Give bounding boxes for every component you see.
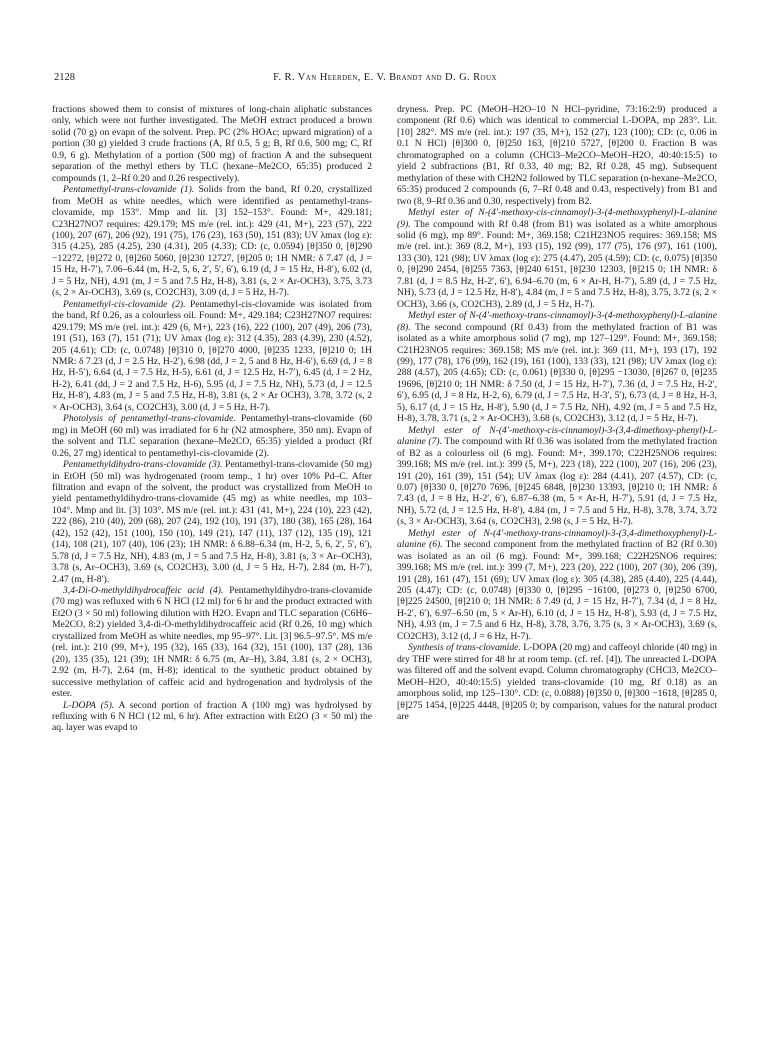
section-heading: Pentamethyl-cis-clovamide (2). [63, 298, 186, 310]
page-header [54, 72, 716, 86]
paragraph-text: The second component from the methylated fraction of B2 (Rf 0.30) was isolated as an oil (6 mg). Found: M+, 399.168; C22H25NO6 requires: 399.168; MS m/e (rel. int.): 399 (7, M+), 223 (20), 222 (100), 207 (30), 206 (39), 191 (28), 161 (47), 151 (69); UV λmax (log ε): 305 (4.38), 285 (4.40), 225 (4.44), 205 (4.47); CD: (c, 0.0748) [θ]330 0, [θ]295 −16100, [θ]273 0, [θ]250 6700, [θ]225 24500, [θ]210 0; 1H NMR: δ 7.49 (d, J = 15 Hz, H-7′), 7.34 (d, J = 8 Hz, H-2′, 6′), 6.97–6.50 (m, 5 × Ar-H), 6.10 (d, J = 15 Hz, H-8′), 5.93 (d, J = 7.5 Hz, NH), 4.93 (m, J = 7.5 and 6 Hz, H-8), 3.78, 3.76, 3.75 (s, 3 × Ar-OCH3), 3.69 (s, CO2CH3), 3.12 (d, J = 6 Hz, H-7). [397, 539, 717, 642]
paragraph-text: dryness. Prep. PC (MeOH–H2O–10 N HCl–pyridine, 73:16:2:9) produced a component (Rf 0.6) which was identical to commercial L-DOPA, mp 283°. Lit. [10] 282°. MS m/e (rel. int.): 197 (35, M+), 152 (27), 123 (100); CD: (c, 0.06 in 0.1 N HCl) [θ]300 0, [θ]250 163, [θ]210 5727, [θ]200 0. Fraction B was chromatographed on a column (CHCl3–Me2CO–MeOH–H2O, 40:40:15:5) to yield 2 subfractions (B1, Rf 0.33, 40 mg; B2, Rf 0.28, 45 mg). Subsequent methylation of these with CH2N2 followed by TLC separation (n-hexane–Me2CO, 65:35) produced 2 compounds (6, 7–Rf 0.48 and 0.43, respectively) from B1 and two (8, 9–Rf 0.36 and 0.30, respectively) from B2. [397, 104, 717, 207]
paragraph-text: Pentamethyl-trans-clovamide (50 mg) in EtOH (50 ml) was hydrogenated (room temp., 1 hr) over 10% Pd–C. After filtration and evapn of the solvent, the product was crystallized from MeOH to yield pentamethyldihydro-trans-clovamide (45 mg) as white needles, mp 103–104°. Mmp and lit. [3] 103°. MS m/e (rel. int.): 431 (41, M+), 224 (10), 223 (42), 222 (86), 210 (40), 209 (68), 207 (24), 192 (10), 191 (37), 180 (38), 165 (28), 164 (42), 152 (42), 151 (100), 150 (10), 149 (21), 147 (11), 137 (12), 135 (19), 121 (14), 108 (21), 107 (40), 106 (23); 1H NMR: δ 6.88–6.34 (m, H-2, 5, 6, 2′, 5′, 6′), 5.78 (d, J = 7.5 Hz, NH), 4.83 (m, J = 5 and 7.5 Hz, H-8), 3.81 (s, 3 × Ar–OCH3), 3.78 (s, Ar–OCH3), 3.69 (s, CO2CH3), 3.00 (d, J = 5 Hz, H-7), 2.84 (m, H-7′), 2.47 (m, H-8′). [52, 459, 372, 585]
paragraph [52, 585, 372, 700]
section-heading: 3,4-Di-O-methyldihydrocaffeic acid (4). [63, 585, 224, 597]
paragraph-text: fractions showed them to consist of mixtures of long-chain aliphatic substances only, which were not further investigated. The MeOH extract produced a brown solid (70 g) on evapn of the solvent. Prep. PC (2% HOAc; upward migration) of a portion (30 g) yielded 3 crude fractions (A, Rf 0.5, 5 g; B, Rf 0.6, 500 mg; C, Rf 0.9, 6 g). Methylation of a portion (500 mg) of fraction A and the subsequent separation of the methyl ethers by TLC (hexane–Me2CO, 65:35) produced 2 compounds (1, 2–Rf 0.20 and 0.26 respectively). [52, 104, 372, 184]
paragraph [52, 700, 372, 734]
section-heading: Methyl ester of N-(4′-methoxy-cis-cinnamoyl)-3-(3,4-dimethoxy-phenyl)-L-alanine (7). [397, 424, 717, 448]
paragraph [52, 459, 372, 585]
page-number: 2128 [54, 72, 75, 83]
section-heading: Synthesis of trans-clovamide. [408, 642, 521, 654]
section-heading: Pentamethyl-trans-clovamide (1). [63, 184, 195, 196]
paragraph [52, 184, 372, 299]
right-column [397, 104, 717, 1034]
paragraph-text: Pentamethyl-cis-clovamide was isolated from the band, Rf 0.26, as a colourless oil. Found: M+, 429.184; C23H27NO7 requires: 429.179; MS m/e (rel. int.): 429 (6, M+), 223 (16), 222 (100), 207 (49), 206 (73), 191 (51), 163 (7), 151 (71); UV λmax (log ε): 312 (4.35), 283 (4.39), 230 (4.52), 205 (4.61); CD: (c, 0.0748) [θ]310 0, [θ]270 4000, [θ]235 1233, [θ]210 0; 1H NMR: δ 7.23 (d, J = 2.5 Hz, H-2′), 6.98 (dd, J = 2, 5 and 8 Hz, H-6′), 6.69 (d, J = 8 Hz, H-5′), 6.64 (d, J = 7.5 Hz, H-5), 6.61 (d, J = 12.5 Hz, H-7′), 6.45 (d, J = 2 Hz, H-2), 6.41 (dd, J = 2 and 7.5 Hz, H-6), 5.95 (d, J = 7.5 Hz, NH), 5.73 (d, J = 12.5 Hz, H-8′), 4.83 (m, J = 5 and 7.5 Hz, H-8), 3.81 (s, 2 × Ar OCH3), 3.78, 3.72 (s, 2 × Ar-OCH3), 3.64 (s, CO2CH3), 3.00 (d, J = 5 Hz, H-7). [52, 298, 372, 413]
paragraph [397, 642, 717, 722]
running-authors: F. R. Van Heerden, E. V. Brandt and D. G. Roux [273, 72, 497, 83]
section-heading: Methyl ester of N-(4′-methoxy-trans-cinnamoyl)-3-(3,4-dimethoxyphenyl)-L-alanine (6). [397, 527, 717, 551]
paragraph [397, 104, 717, 207]
section-heading: Pentamethyldihydro-trans-clovamide (3). [63, 459, 223, 471]
paragraph [397, 207, 717, 310]
paragraph-text: The second compound (Rf 0.43) from the methylated fraction of B1 was isolated as a white amorphous solid (7 mg), mp 127–129°. Found: M+, 369.158; C21H23NO5 requires: 369.158; MS m/e (rel. int.): 369 (11, M+), 193 (17), 192 (99), 177 (78), 176 (99), 162 (19), 161 (100), 133 (33), 121 (98); UV λmax (log ε): 288 (4.57), 205 (4.65); CD: (c, 0.061) [θ]330 0, [θ]295 −13030, [θ]267 0, [θ]235 19696, [θ]210 0; 1H NMR: δ 7.50 (d, J = 15 Hz, H-7′), 7.36 (d, J = 7.5 Hz, H-2′, 6′), 6.95 (d, J = 8 Hz, H-2, 6), 6.79 (d, J = 7.5 Hz, H-3′, 5′), 6.73 (d, J = 8 Hz, H-3, 5), 6.17 (d, J = 15 Hz, H-8′), 5.90 (d, J = 7.5 Hz, NH), 4.92 (m, J = 5 and 7.5 Hz, H-8), 3.78, 3.71 (s, 2 × Ar-OCH3), 3.68 (s, CO2CH3), 3.12 (d, J = 5 Hz, H-7). [397, 321, 717, 425]
paragraph [397, 425, 717, 528]
paragraph-text: Solids from the band, Rf 0.20, crystallized from MeOH as white needles, which were identified as pentamethyl-trans-clovamide, mp 153°. Mmp and lit. [3] 152–153°. Found: M+, 429.181; C23H27NO7 requires: 429.179; MS m/e (rel. int.): 429 (41, M+), 223 (57), 222 (100), 207 (67), 206 (92), 191 (75), 176 (23), 163 (50), 151 (83); UV λmax (log ε): 315 (4.25), 285 (4.25), 230 (4.31), 205 (4.33); CD: (c, 0.0594) [θ]350 0, [θ]290 −12272, [θ]272 0, [θ]260 5060, [θ]230 12727, [θ]205 0; 1H NMR: δ 7.47 (d, J = 15 Hz, H-7′), 7.06–6.44 (m, H-2, 5, 6, 2′, 5′, 6′), 6.19 (d, J = 15 Hz, H-8′), 6.02 (d, J = 5 Hz, NH), 4.91 (m, J = 5 and 7.5 Hz, H-8), 3.81 (s, 2 × Ar-OCH3), 3.75, 3.73 (s, 2 × Ar-OCH3), 3.69 (s, CO2CH3), 3.09 (d, J = 5 Hz, H-7). [52, 184, 372, 299]
paragraph [52, 299, 372, 414]
paragraph [52, 413, 372, 459]
paragraph [397, 528, 717, 643]
paragraph-text: Pentamethyl-trans-clovamide (60 mg) in MeOH (60 ml) was irradiated for 6 hr (N2 atmosphere, 350 nm). Evapn of the solvent and TLC separation (hexane–Me2CO, 65:35) yielded a product (Rf 0.26, 27 mg) identical to pentamethyl-cis-clovamide (2). [52, 413, 372, 459]
left-column [52, 104, 372, 1034]
paragraph-text: L-DOPA (20 mg) and caffeoyl chloride (40 mg) in dry THF were stirred for 48 hr at room temp. (cf. ref. [4]). The unreacted L-DOPA was filtered off and the solvent evapd. Column chromatography (CHCl3, Me2CO–MeOH–H2O, 40:40:15:5) yielded trans-clovamide (10 mg, Rf 0.18) as an amorphous solid, mp 125–130°. CD: (c, 0.0888) [θ]350 0, [θ]300 −1618, [θ]285 0, [θ]275 1454, [θ]225 4448, [θ]205 0; by comparison, values for the natural product are [397, 642, 717, 723]
section-heading: L-DOPA (5). [63, 699, 115, 711]
section-heading: Methyl ester of N-(4′-methoxy-trans-cinnamoyl)-3-(4-methoxyphenyl)-L-alanine (8). [397, 310, 717, 333]
paragraph-text: The compound with Rf 0.48 (from B1) was isolated as a white amorphous solid (6 mg), mp 89°. Found: M+, 369.158; C21H23NO5 requires: 369.158; MS m/e (rel. int.): 369 (8.2, M+), 193 (15), 192 (99), 177 (75), 176 (97), 161 (100), 133 (30), 121 (98); UV λmax (log ε): 275 (4.47), 205 (4.59); CD: (c, 0.075) [θ]350 0, [θ]290 2454, [θ]255 7363, [θ]240 6151, [θ]230 12303, [θ]215 0; 1H NMR: δ 7.81 (d, J = 8.5 Hz, H-2′, 6′), 6.94–6.70 (m, 6 × Ar-H, H-7′), 5.89 (d, J = 7.5 Hz, NH), 5.73 (d, J = 12.5 Hz, H-8′), 4.84 (m, J = 5 and 7.5 Hz, H-8), 3.75, 3.72 (s, 2 × OCH3), 3.66 (s, CO2CH3), 2.89 (d, J = 5 Hz, H-7). [397, 218, 717, 310]
section-heading: Methyl ester of N-(4′-methoxy-cis-cinnamoyl)-3-(4-methoxyphenyl)-L-alanine (9). [397, 207, 717, 230]
paragraph [397, 310, 717, 425]
paragraph-text: A second portion of fraction A (100 mg) was hydrolysed by refluxing with 6 N HCl (12 ml, 6 hr). After extraction with Et2O (3 × 50 ml) the aq. layer was evapd to [52, 699, 372, 734]
section-heading: Photolysis of pentamethyl-trans-clovamide. [63, 413, 236, 425]
paragraph-text: The compound with Rf 0.36 was isolated from the methylated fraction of B2 as a colourless oil (6 mg). Found: M+, 399.170; C22H25NO6 requires: 399.168; MS m/e (rel. int.): 399 (5, M+), 223 (18), 222 (100), 207 (16), 206 (23), 191 (20), 161 (39), 151 (54); UV λmax (log ε): 284 (4.41), 207 (4.57), CD: (c, 0.07) [θ]330 0, [θ]270 7696, [θ]245 6848, [θ]230 13393, [θ]210 0; 1H NMR: δ 7.43 (d, J = 8 Hz, H-2′, 6′), 6.87–6.38 (m, 5 × Ar-H, H-7′), 5.91 (d, J = 7.5 Hz, NH), 5.72 (d, J = 12.5 Hz, H-8′), 4.84 (m, J = 7.5 and 5 Hz, H-8), 3.78, 3.74, 3.72 (s, 3 × Ar-OCH3), 3.64 (s, CO2CH3), 2.98 (s, J = 5 Hz, H-7). [397, 436, 717, 528]
paragraph-text: Pentamethyldihydro-trans-clovamide (70 mg) was refluxed with 6 N HCl (12 ml) for 6 hr and the product extracted with Et2O (3 × 50 ml) following dilution with H2O. Evapn and TLC separation (C6H6–Me2CO, 8:2) yielded 3,4-di-O-methyldihydrocaffeic acid (Rf 0.26, 10 mg) which crystallized from MeOH as white needles, mp 95–97°. Lit. [3] 96.5–97.5°. MS m/e (rel. int.): 210 (99, M+), 195 (32), 165 (33), 164 (32), 151 (100), 137 (28), 136 (20), 135 (35), 121 (39); 1H NMR: δ 6.75 (m, Ar–H), 3.84, 3.81 (s, 2 × OCH3), 2.92 (m, H-7), 2.64 (m, H-8); identical to the synthetic product obtained by successive methylation of caffeic acid and hydrogenation and hydrolysis of the ester. [52, 585, 372, 700]
paragraph [52, 104, 372, 184]
